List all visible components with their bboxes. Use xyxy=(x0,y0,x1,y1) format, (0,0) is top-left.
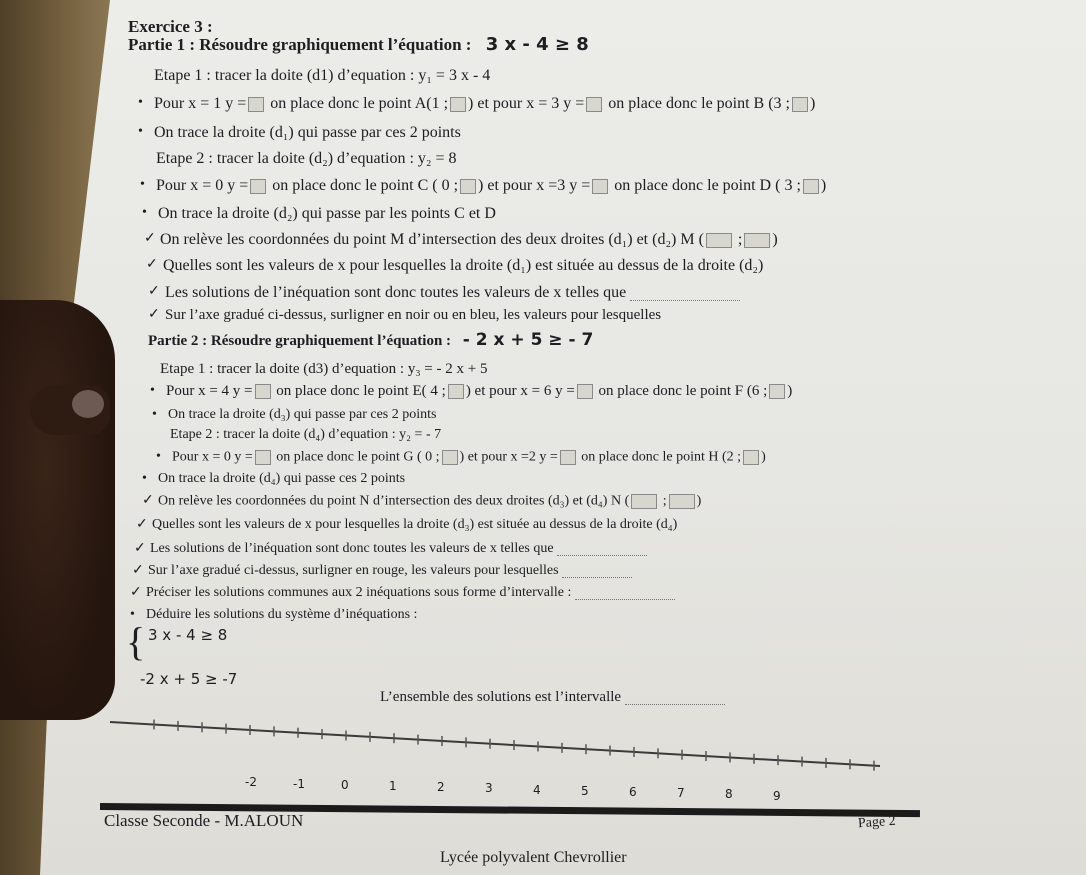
axis-tick-label: 6 xyxy=(629,785,637,799)
text: Pour x = 1 y = xyxy=(154,95,247,112)
part1-equation: 3 x - 4 ≥ 8 xyxy=(485,34,589,55)
text: On relève les coordonnées du point M d’intersection des deux droites (d₁) et (d₂) M ( xyxy=(160,231,704,248)
part2-heading: Partie 2 : Résoudre graphiquement l’équation : xyxy=(148,333,452,349)
system-line-2: -2 x + 5 ≥ -7 xyxy=(140,670,238,688)
text: ) et pour x = 6 y = xyxy=(465,383,575,399)
check-icon: ✓ xyxy=(142,493,154,508)
axis-tick-label: -2 xyxy=(245,775,257,790)
part2-step1-trace: • On trace la droite (d₃) qui passe par ces 2 points xyxy=(168,408,436,422)
text: Pour x = 0 y = xyxy=(172,449,253,465)
axis-tick-label: 0 xyxy=(341,777,349,792)
check-icon: ✓ xyxy=(148,307,160,322)
axis-tick-label: 9 xyxy=(773,788,781,803)
system-brace: { xyxy=(126,619,146,664)
text: on place donc le point B (3 ; xyxy=(608,95,790,112)
exercise-title: Exercice 3 : xyxy=(128,17,213,36)
part1-step2-trace: • On trace la droite (d₂) qui passe par les points C et D xyxy=(158,206,496,222)
text: ) xyxy=(820,177,827,194)
check-icon: ✓ xyxy=(132,563,144,578)
text: on place donc le point D ( 3 ; xyxy=(614,177,801,194)
text: ) xyxy=(772,231,778,248)
system-line-1: 3 x - 4 ≥ 8 xyxy=(148,626,228,644)
part1-step1: Etape 1 : tracer la doite (d1) d’equation : y₁ = 3 x - 4 xyxy=(154,67,491,84)
footer-page: Page 2 xyxy=(857,813,897,832)
footer-class: Classe Seconde - M.ALOUN xyxy=(104,811,304,830)
text: L’ensemble des solutions est l’intervalle xyxy=(380,689,622,705)
hand xyxy=(0,300,115,720)
axis-tick-label: 3 xyxy=(485,781,493,796)
text: Pour x = 4 y = xyxy=(166,383,253,399)
check-icon: ✓ xyxy=(148,284,160,299)
text: ) xyxy=(787,383,793,399)
part1-step1-trace: • On trace la droite (d₁) qui passe par ces 2 points xyxy=(154,125,461,141)
check-icon: ✓ xyxy=(134,541,146,556)
part2-check2: Quelles sont les valeurs de x pour lesquelles la droite (d₃) est située au dessus de la droite (d₄) xyxy=(152,517,678,532)
text: on place donc le point H (2 ; xyxy=(581,449,742,465)
text: on place donc le point G ( 0 ; xyxy=(276,449,440,465)
part2-step2-trace: • On trace la droite (d₄) qui passe ces 2 points xyxy=(158,472,405,486)
text: Préciser les solutions communes aux 2 inéquations sous forme d’intervalle : xyxy=(146,585,572,600)
text: Les solutions de l’inéquation sont donc toutes les valeurs de x telles que xyxy=(150,541,554,556)
text: Sur l’axe gradué ci-dessus, surligner en rouge, les valeurs pour lesquelles xyxy=(148,563,559,578)
text: Pour x = 0 y = xyxy=(156,177,249,194)
axis-tick-label: 8 xyxy=(725,787,733,802)
part1-step2: Etape 2 : tracer la doite (d₂) d’equation : y₂ = 8 xyxy=(156,150,457,167)
axis-tick-label: 4 xyxy=(533,782,541,797)
part2-step2: Etape 2 : tracer la doite (d₄) d’equation : y₂ = - 7 xyxy=(170,427,442,442)
part2-deduce: • Déduire les solutions du système d’inéquations : xyxy=(146,608,417,622)
thumbnail xyxy=(72,390,104,418)
footer-school: Lycée polyvalent Chevrollier xyxy=(440,849,627,866)
text: ) et pour x = 3 y = xyxy=(468,95,585,112)
text: ; xyxy=(737,231,743,248)
axis-tick-label: 5 xyxy=(581,783,589,798)
part1-check4: Sur l’axe gradué ci-dessus, surligner en noir ou en bleu, les valeurs pour lesquelles xyxy=(165,307,662,323)
part1-heading: Partie 1 : Résoudre graphiquement l’équation : xyxy=(128,35,472,54)
text: ) xyxy=(696,493,702,509)
text: Les solutions de l’inéquation sont donc toutes les valeurs de x telles que xyxy=(165,284,627,301)
text: on place donc le point A(1 ; xyxy=(270,95,449,112)
text: on place donc le point C ( 0 ; xyxy=(272,177,459,194)
check-icon: ✓ xyxy=(146,257,158,272)
check-icon: ✓ xyxy=(144,231,156,246)
text: on place donc le point E( 4 ; xyxy=(276,383,446,399)
axis-tick-label: 7 xyxy=(677,786,685,801)
text: on place donc le point F (6 ; xyxy=(598,383,768,399)
text: ) xyxy=(810,95,816,112)
part2-step1: Etape 1 : tracer la doite (d3) d’equation : y₃ = - 2 x + 5 xyxy=(160,361,488,377)
text: ) et pour x =2 y = xyxy=(459,449,558,465)
text: ) xyxy=(761,449,766,465)
check-icon: ✓ xyxy=(130,585,142,600)
text: On relève les coordonnées du point N d’intersection des deux droites (d₃) et (d₄) N ( xyxy=(158,493,630,509)
axis-tick-label: 2 xyxy=(437,780,445,795)
axis-tick-label: -1 xyxy=(293,776,305,791)
axis-ticks xyxy=(154,720,874,771)
check-icon: ✓ xyxy=(136,517,148,532)
text: ; xyxy=(662,493,667,509)
axis-tick-label: 1 xyxy=(389,779,397,793)
part1-check2: Quelles sont les valeurs de x pour lesquelles la droite (d₁) est située au dessus de la droite (d₂) xyxy=(163,257,764,274)
text: ) et pour x =3 y = xyxy=(478,177,591,194)
part2-equation: - 2 x + 5 ≥ - 7 xyxy=(462,330,594,350)
